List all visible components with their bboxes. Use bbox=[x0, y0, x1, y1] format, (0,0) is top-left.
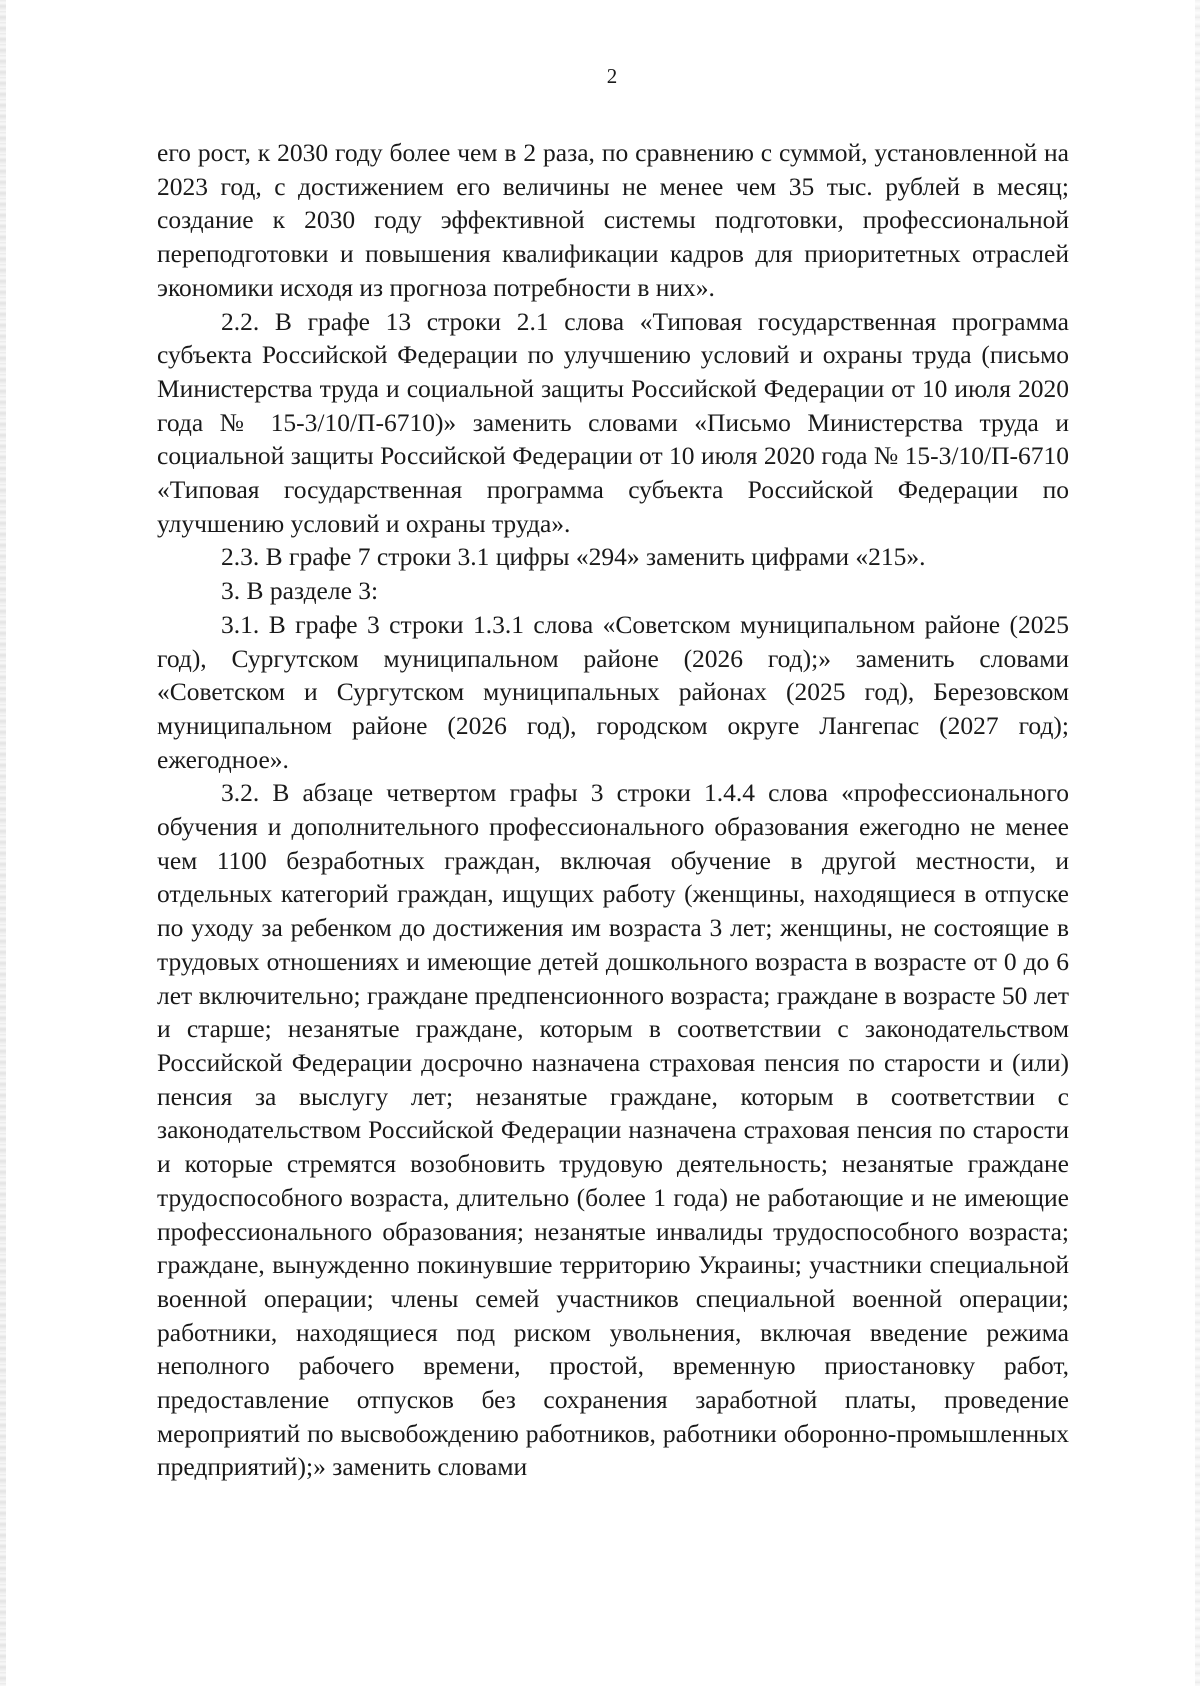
scan-edge-right bbox=[1195, 0, 1200, 1686]
scan-edge-left bbox=[0, 0, 6, 1686]
paragraph-2-3: 2.3. В графе 7 строки 3.1 цифры «294» заменить цифрами «215». bbox=[221, 542, 926, 572]
paragraph-3-2: 3.2. В абзаце четвертом графы 3 строки 1.4.4 слова «профессионального обучения и дополнительного профессионального образования ежегодно не менее чем 1100 безработных граждан, включая обучение в другой местности, и отдельных категорий граждан, ищущих работу (женщины, находящиеся в отпуске по уходу за ребенком до достижения им возраста 3 лет; женщины, не состоящие в трудовых отношениях и имеющие детей дошкольного возраста в возрасте от 0 до 6 лет включительно; граждане предпенсионного возраста; граждане в возрасте 50 лет и старше; незанятые граждане, которым в соответствии с законодательством Российской Федерации досрочно назначена страховая пенсия по старости и (или) пенсия за выслугу лет; незанятые граждане, которым в соответствии с законодательством Российской Федерации назначена страховая пенсия по старости и которые стремятся возобновить трудовую деятельность; незанятые граждане трудоспособного возраста, длительно (более 1 года) не работающие и не имеющие профессионального образования; незанятые инвалиды трудоспособного возраста; граждане, вынужденно покинувшие территорию Украины; участники специальной военной операции; члены семей участников специальной военной операции; работники, находящиеся под риском увольнения, включая введение режима неполного рабочего времени, простой, временную приостановку работ, предоставление отпусков без сохранения заработной платы, проведение мероприятий по высвобождению работников, работники оборонно-промышленных предприятий);» заменить словами bbox=[157, 778, 1069, 1482]
paragraph-section-3: 3. В разделе 3: bbox=[221, 576, 379, 606]
paragraph-continuation: его рост, к 2030 году более чем в 2 раза, по сравнению с суммой, установленной на 2023 год, с достижением его величины не менее чем 35 тыс. рублей в месяц; создание к 2030 году эффективной системы подготовки, профессиональной переподготовки и повышения квалификации кадров для приоритетных отраслей экономики исходя из прогноза потребности в них». bbox=[157, 138, 1069, 302]
document-body bbox=[157, 136, 1069, 1484]
page-number: 2 bbox=[606, 64, 618, 88]
paragraph-3-1: 3.1. В графе 3 строки 1.3.1 слова «Советском муниципальном районе (2025 год), Сургутском муниципальном районе (2026 год);» заменить словами «Советском и Сургутском муниципальных районах (2025 год), Березовском муниципальном районе (2026 год), городском округе Лангепас (2027 год); ежегодное». bbox=[157, 609, 1069, 774]
paragraph-2-2: 2.2. В графе 13 строки 2.1 слова «Типовая государственная программа субъекта Российской Федерации по улучшению условий и охраны труда (письмо Министерства труда и социальной защиты Российской Федерации от 10 июля 2020 года № 15-3/10/П-6710)» заменить словами «Письмо Министерства труда и социальной защиты Российской Федерации от 10 июля 2020 года № 15-3/10/П-6710 «Типовая государственная программа субъекта Российской Федерации по улучшению условий и охраны труда». bbox=[157, 306, 1069, 538]
